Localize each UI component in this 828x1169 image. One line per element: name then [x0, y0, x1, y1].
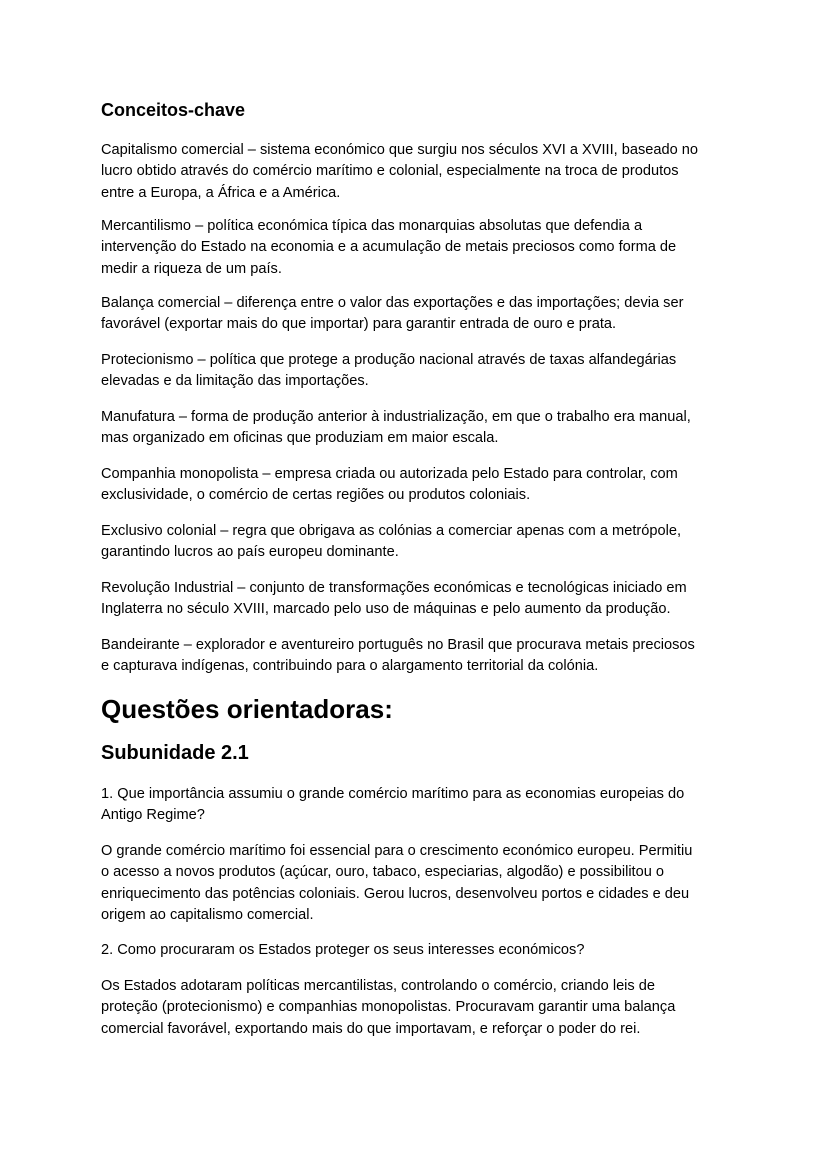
- text-line: lucro obtido através do comércio marítimo e colonial, especialmente na troca de produtos: [101, 163, 679, 180]
- question-2: [101, 940, 584, 961]
- concept-companhia-monopolista: [101, 464, 678, 507]
- concept-manufatura: [101, 407, 691, 450]
- text-line: elevadas e da limitação das importações.: [101, 373, 369, 390]
- text-line: garantindo lucros ao país europeu dominante.: [101, 544, 399, 561]
- text-line: intervenção do Estado na economia e a acumulação de metais preciosos como forma de: [101, 239, 677, 256]
- answer-2: [101, 976, 675, 1040]
- text-line: Revolução Industrial – conjunto de transformações económicas e tecnológicas iniciado em: [101, 580, 687, 596]
- text-line: proteção (protecionismo) e companhias monopolistas. Procuravam garantir uma balança: [101, 999, 676, 1016]
- text-line: favorável (exportar mais do que importar) para garantir entrada de ouro e prata.: [101, 316, 617, 333]
- text-line: Mercantilismo – política económica típica das monarquias absolutas que defendia a: [101, 218, 643, 234]
- questions-title: Questões orientadoras:: [101, 694, 393, 724]
- section-title-key-concepts: Conceitos-chave: [101, 100, 246, 120]
- text-line: Protecionismo – política que protege a produção nacional através de taxas alfandegárias: [101, 352, 677, 368]
- text-line: entre a Europa, a África e a América.: [101, 184, 341, 201]
- text-line: Bandeirante – explorador e aventureiro português no Brasil que procurava metais preciosos: [101, 637, 695, 653]
- text-line: Inglaterra no século XVIII, marcado pelo uso de máquinas e pelo aumento da produção.: [101, 601, 671, 618]
- question-1: [101, 784, 684, 827]
- text-line: 1. Que importância assumiu o grande comércio marítimo para as economias europeias do: [101, 786, 685, 802]
- text-line: mas organizado em oficinas que produziam em maior escala.: [101, 430, 499, 447]
- concept-exclusivo-colonial: [101, 521, 681, 564]
- text-line: O grande comércio marítimo foi essencial para o crescimento económico europeu. Permitiu: [101, 843, 693, 859]
- subunit-title: Subunidade 2.1: [101, 742, 249, 764]
- text-line: Capitalismo comercial – sistema económico que surgiu nos séculos XVI a XVIII, baseado no: [101, 142, 699, 158]
- text-line: Manufatura – forma de produção anterior à industrialização, em que o trabalho era manual,: [101, 409, 691, 425]
- text-line: Exclusivo colonial – regra que obrigava as colónias a comerciar apenas com a metrópole,: [101, 523, 682, 539]
- concept-protecionismo: [101, 350, 676, 393]
- text-line: medir a riqueza de um país.: [101, 260, 282, 277]
- text-line: Companhia monopolista – empresa criada ou autorizada pelo Estado para controlar, com: [101, 466, 678, 482]
- text-line: origem ao capitalismo comercial.: [101, 906, 314, 923]
- text-line: Antigo Regime?: [101, 807, 205, 824]
- text-line: o acesso a novos produtos (açúcar, ouro, tabaco, especiarias, algodão) e possibilitou o: [101, 864, 665, 881]
- text-line: Os Estados adotaram políticas mercantilistas, controlando o comércio, criando leis de: [101, 978, 656, 994]
- text-line: comercial favorável, exportando mais do que importavam, e reforçar o poder do rei.: [101, 1020, 641, 1037]
- concept-bandeirante: [101, 635, 695, 678]
- concept-mercantilismo: [101, 216, 676, 280]
- answer-1: [101, 841, 692, 926]
- text-line: enriquecimento das potências coloniais. Gerou lucros, desenvolveu portos e cidades e deu: [101, 885, 690, 902]
- concept-capitalismo-comercial: [101, 140, 698, 204]
- concept-revolucao-industrial: [101, 578, 687, 621]
- concept-balanca-comercial: [101, 293, 683, 336]
- text-line: exclusividade, o comércio de certas regiões ou produtos coloniais.: [101, 487, 531, 504]
- text-line: Balança comercial – diferença entre o valor das exportações e das importações; devia ser: [101, 295, 684, 311]
- text-line: e capturava indígenas, contribuindo para o alargamento territorial da colónia.: [101, 658, 599, 675]
- text-line: 2. Como procuraram os Estados proteger os seus interesses económicos?: [101, 942, 585, 958]
